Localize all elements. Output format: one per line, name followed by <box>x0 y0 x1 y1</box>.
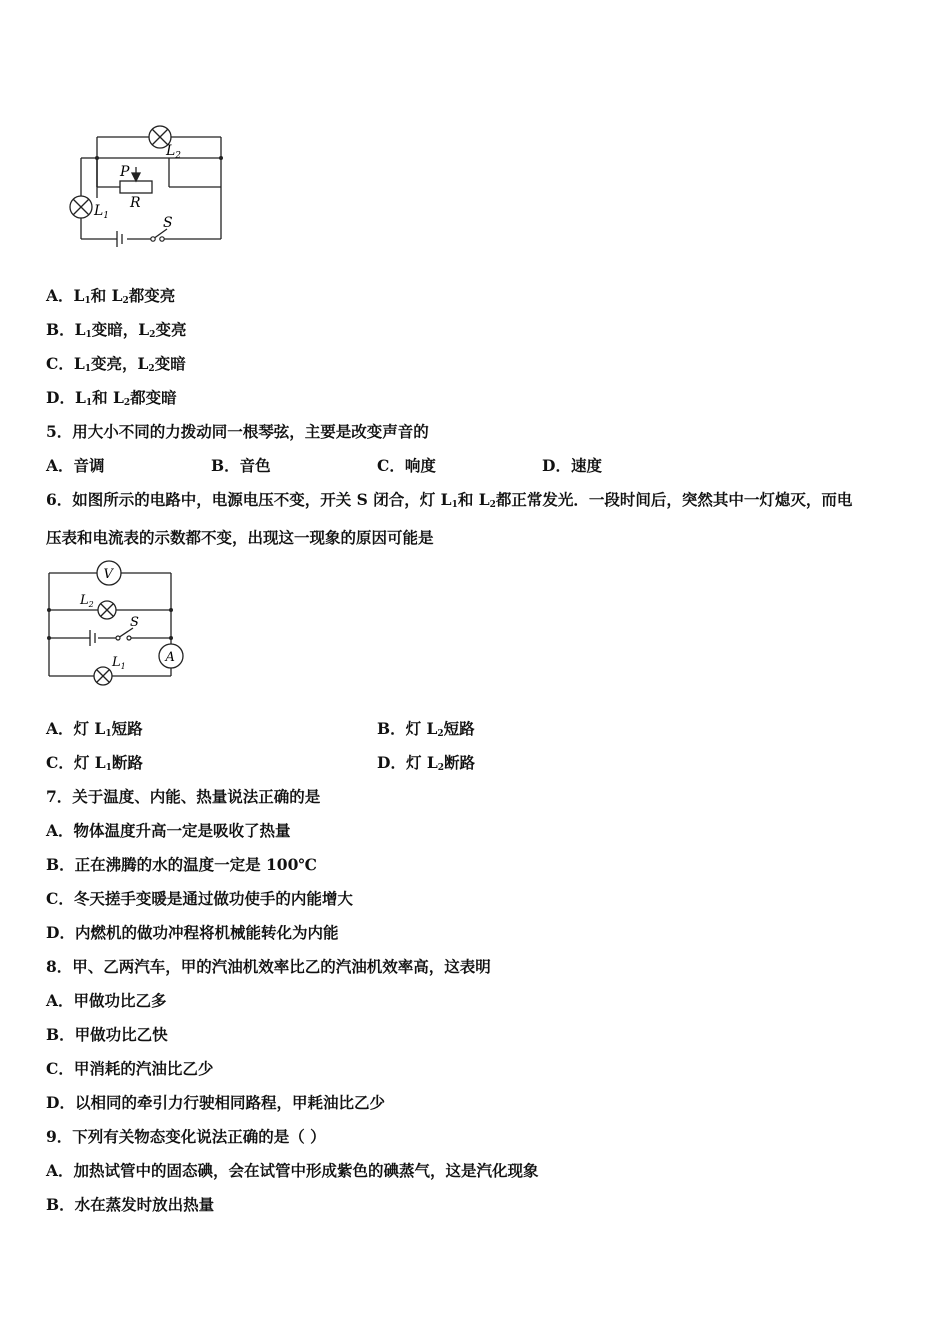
q5-stem: 5．用大小不同的力拨动同一根琴弦，主要是改变声音的 <box>46 422 429 441</box>
q8-option-d: D．以相同的牵引力行驶相同路程，甲耗油比乙少 <box>46 1093 385 1112</box>
q7-stem: 7．关于温度、内能、热量说法正确的是 <box>46 787 321 806</box>
q9-option-b: B．水在蒸发时放出热量 <box>46 1195 215 1214</box>
q9-stem: 9．下列有关物态变化说法正确的是（ ） <box>46 1127 326 1146</box>
voltmeter-icon <box>97 561 121 585</box>
label-l2: $L_2$ <box>166 143 182 161</box>
q8-option-c: C．甲消耗的汽油比乙少 <box>46 1059 214 1078</box>
q4-option-b: B．$L_1$变暗，$L_2$变亮 <box>46 320 187 340</box>
label-r: R <box>130 195 141 211</box>
label-l2: $L_2$ <box>80 593 94 609</box>
circuit-diagram-1 <box>60 115 260 255</box>
q9-option-a: A．加热试管中的固态碘，会在试管中形成紫色的碘蒸气，这是汽化现象 <box>46 1161 539 1180</box>
q6-option-a: A．灯 $L_1$短路 <box>46 719 143 739</box>
q8-option-a: A．甲做功比乙多 <box>46 991 167 1010</box>
ammeter-icon <box>159 644 183 668</box>
q7-option-b: B．正在沸腾的水的温度一定是 100℃ <box>46 855 317 874</box>
lamp-l1-icon <box>70 196 92 218</box>
svg-text:A: A <box>165 650 175 665</box>
q7-option-c: C．冬天搓手变暖是通过做功使手的内能增大 <box>46 889 353 908</box>
svg-text:V: V <box>103 567 113 582</box>
q5-option-a: A．音调 <box>46 456 105 475</box>
q4-option-a: A．$L_1$和 $L_2$都变亮 <box>46 286 176 306</box>
circuit-diagram-2 <box>40 560 200 690</box>
lamp-l1-icon <box>94 667 112 685</box>
label-l1: $L_1$ <box>112 655 126 671</box>
q4-option-d: D．$L_1$和 $L_2$都变暗 <box>46 388 177 408</box>
q6-option-b: B．灯 $L_2$短路 <box>377 719 475 739</box>
q5-option-d: D．速度 <box>542 456 602 475</box>
q5-option-b: B．音色 <box>211 456 271 475</box>
label-s: S <box>130 615 139 630</box>
q6-stem-line2: 压表和电流表的示数都不变，出现这一现象的原因可能是 <box>46 528 434 547</box>
q5-option-c: C．响度 <box>377 456 436 475</box>
q7-option-d: D．内燃机的做功冲程将机械能转化为内能 <box>46 923 339 942</box>
lamp-l2-icon <box>98 601 116 619</box>
q6-stem-line1: 6．如图所示的电路中，电源电压不变，开关 S 闭合，灯 $L_1$和 $L_2$都正常发光．一段时间后，突然其中一灯熄灭，而电 <box>46 490 853 510</box>
q8-option-b: B．甲做功比乙快 <box>46 1025 168 1044</box>
label-s: S <box>163 215 173 231</box>
label-l1: $L_1$ <box>94 203 110 221</box>
q6-option-c: C．灯 $L_1$断路 <box>46 753 143 773</box>
q7-option-a: A．物体温度升高一定是吸收了热量 <box>46 821 291 840</box>
q4-option-c: C．$L_1$变亮，$L_2$变暗 <box>46 354 186 374</box>
label-p: P <box>120 164 130 180</box>
q6-option-d: D．灯 $L_2$断路 <box>377 753 476 773</box>
q8-stem: 8．甲、乙两汽车，甲的汽油机效率比乙的汽油机效率高，这表明 <box>46 957 491 976</box>
